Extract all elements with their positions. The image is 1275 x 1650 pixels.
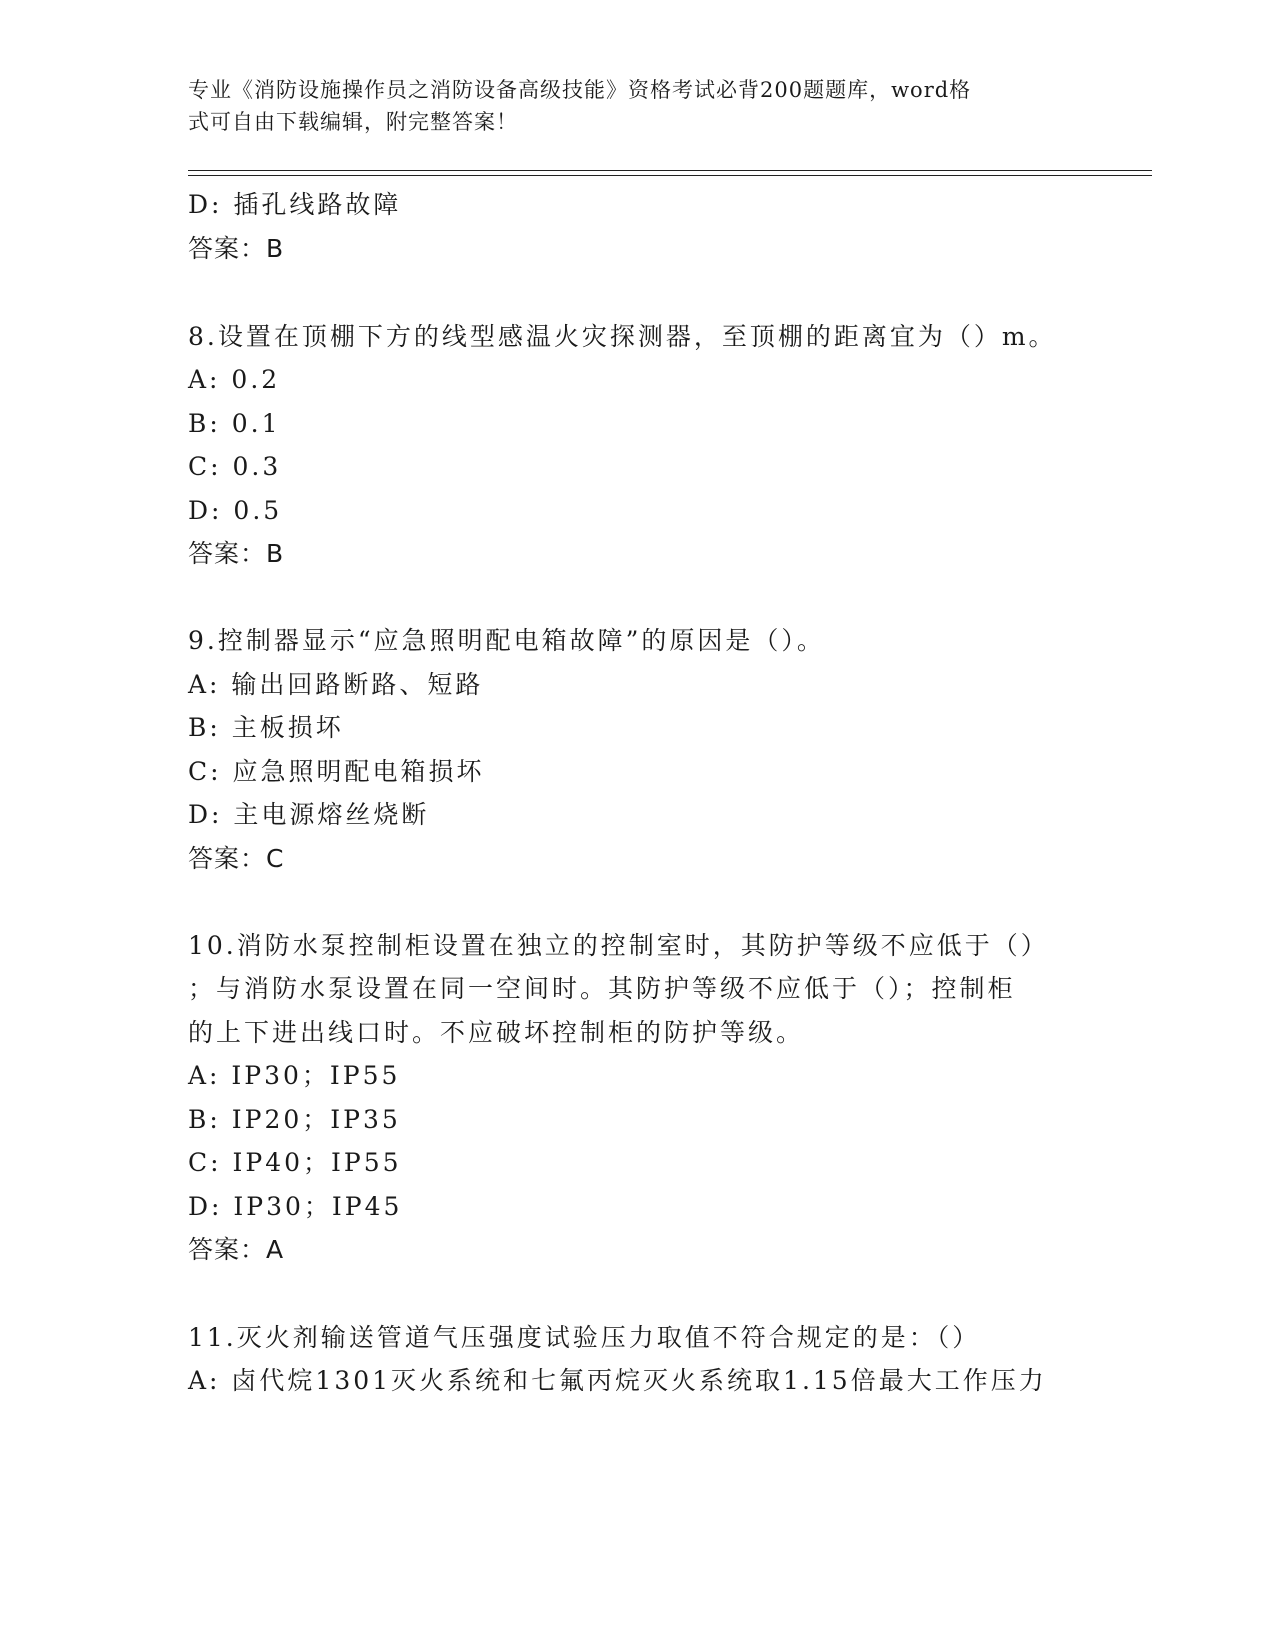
header-divider-top [188,170,1152,171]
q10-option-b: B: IP20；IP35 [188,1105,401,1134]
q8-stem: 8.设置在顶棚下方的线型感温火灾探测器，至顶棚的距离宜为（）m。 [188,322,1057,351]
header-divider-bottom [188,175,1152,176]
q10-answer: 答案：A [188,1235,285,1264]
q9-option-d: D: 主电源熔丝烧断 [188,800,430,829]
prev-option-d: D: 插孔线路故障 [188,190,402,219]
q10-stem-line-3: 的上下进出线口时。不应破坏控制柜的防护等级。 [188,1018,805,1047]
q10-option-a: A: IP30；IP55 [188,1061,401,1090]
q9-stem: 9.控制器显示“应急照明配电箱故障”的原因是（）。 [188,626,825,655]
q10-stem-line-1: 10.消防水泵控制柜设置在独立的控制室时，其防护等级不应低于（） [188,931,1049,960]
q8-option-b: B: 0.1 [188,409,281,438]
q8-answer: 答案：B [188,539,285,568]
header-line-2: 式可自由下载编辑，附完整答案！ [188,110,518,134]
q9-option-b: B: 主板损坏 [188,713,344,742]
q11-stem: 11.灭火剂输送管道气压强度试验压力取值不符合规定的是：（） [188,1323,981,1352]
q9-answer: 答案：C [188,844,285,873]
q8-option-c: C: 0.3 [188,452,282,481]
header-line-1: 专业《消防设施操作员之消防设备高级技能》资格考试必背200题题库，word格 [188,78,972,102]
q10-option-d: D: IP30；IP45 [188,1192,403,1221]
q8-option-a: A: 0.2 [188,365,281,394]
q9-option-c: C: 应急照明配电箱损坏 [188,757,485,786]
prev-answer: 答案：B [188,234,285,263]
q10-stem-line-2: ；与消防水泵设置在同一空间时。其防护等级不应低于（）；控制柜 [188,974,1016,1003]
document-header [188,74,1068,138]
q8-option-d: D: 0.5 [188,496,283,525]
q10-option-c: C: IP40；IP55 [188,1148,402,1177]
q11-option-a: A: 卤代烷1301灭火系统和七氟丙烷灭火系统取1.15倍最大工作压力 [188,1366,1047,1395]
q9-option-a: A: 输出回路断路、短路 [188,670,484,699]
